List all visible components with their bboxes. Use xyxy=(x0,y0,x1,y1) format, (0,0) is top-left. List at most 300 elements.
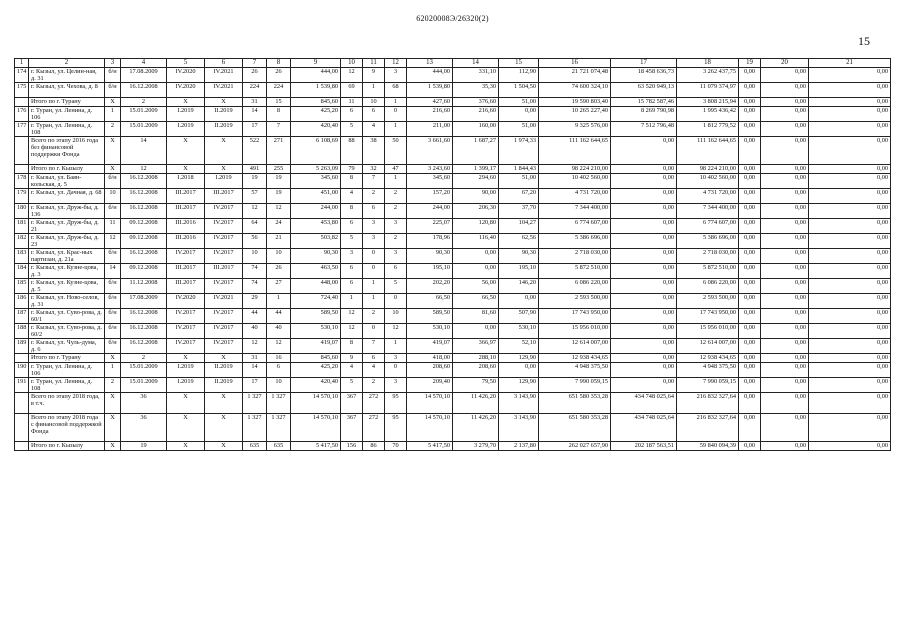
table-cell: 0,00 xyxy=(761,249,809,264)
table-cell: 31 xyxy=(243,354,267,363)
table-cell: X xyxy=(205,354,243,363)
table-cell: X xyxy=(205,98,243,107)
address-cell: Итого по г. Кызылу xyxy=(29,442,105,451)
table-cell: 0,00 xyxy=(611,219,677,234)
address-cell: г. Кызыл, ул. Суво-рова, д. 60/1 xyxy=(29,309,105,324)
table-cell: 0,00 xyxy=(739,204,761,219)
table-cell: 0,00 xyxy=(739,309,761,324)
table-cell: 111 162 644,65 xyxy=(539,137,611,165)
table-cell: 5 xyxy=(385,279,407,294)
table-cell: 434 748 025,64 xyxy=(611,393,677,414)
table-cell: 345,60 xyxy=(407,174,453,189)
table-cell: 4 xyxy=(363,363,385,378)
column-header: 19 xyxy=(739,59,761,68)
table-cell: 2 xyxy=(363,378,385,393)
table-cell: 8 xyxy=(341,339,363,354)
header-row xyxy=(15,59,891,68)
table-row xyxy=(15,189,891,204)
table-cell: 635 xyxy=(243,442,267,451)
column-header: 16 xyxy=(539,59,611,68)
table-cell: 26 xyxy=(267,68,291,83)
table-cell: 0,00 xyxy=(611,378,677,393)
table-cell: 14 xyxy=(121,137,167,165)
address-cell: г. Кызыл, ул. Целин-ная, д. 31 xyxy=(29,68,105,83)
table-cell: 0,00 xyxy=(809,354,891,363)
table-cell: 6 xyxy=(341,107,363,122)
table-cell: 5 872 510,00 xyxy=(677,264,739,279)
table-cell: II.2019 xyxy=(205,122,243,137)
table-cell: 208,60 xyxy=(453,363,499,378)
table-cell: III.2017 xyxy=(167,279,205,294)
table-cell: 0,00 xyxy=(739,279,761,294)
table-cell: 15 782 587,46 xyxy=(611,98,677,107)
table-cell: 12 614 007,00 xyxy=(539,339,611,354)
table-cell: 0,00 xyxy=(809,339,891,354)
table-cell: 0,00 xyxy=(809,165,891,174)
table-cell: 0,00 xyxy=(739,107,761,122)
table-cell: 0,00 xyxy=(809,279,891,294)
table-cell: 434 748 025,64 xyxy=(611,414,677,442)
table-cell: X xyxy=(167,414,205,442)
table-cell: 26 xyxy=(267,264,291,279)
table-cell: 185 xyxy=(15,279,29,294)
table-cell: IV.2017 xyxy=(205,279,243,294)
table-cell: 453,80 xyxy=(291,219,341,234)
table-cell: IV.2021 xyxy=(205,68,243,83)
table-cell: 0,00 xyxy=(453,249,499,264)
table-cell: 3 xyxy=(385,354,407,363)
table-cell: 12 xyxy=(341,309,363,324)
table-cell: 0,00 xyxy=(761,189,809,204)
table-cell: 0,00 xyxy=(739,363,761,378)
table-cell: 32 xyxy=(363,165,385,174)
table-cell: 224 xyxy=(243,83,267,98)
table-cell: 90,30 xyxy=(291,249,341,264)
table-cell: 95 xyxy=(385,393,407,414)
table-cell: 225,07 xyxy=(407,219,453,234)
table-cell: 206,30 xyxy=(453,204,499,219)
table-cell xyxy=(15,442,29,451)
table-cell: 59 840 094,39 xyxy=(677,442,739,451)
table-cell: 0,00 xyxy=(739,165,761,174)
table-cell: 5 872 510,00 xyxy=(539,264,611,279)
table-cell: 0,00 xyxy=(761,137,809,165)
table-cell: 3 xyxy=(341,249,363,264)
table-cell: б/н xyxy=(105,324,121,339)
table-cell: 10 xyxy=(105,189,121,204)
table-cell: 181 xyxy=(15,219,29,234)
table-cell: 1 xyxy=(105,107,121,122)
table-cell: 44 xyxy=(243,309,267,324)
table-cell: IV.2017 xyxy=(205,309,243,324)
table-cell: 19 xyxy=(243,174,267,189)
table-cell: I.2019 xyxy=(167,122,205,137)
table-cell: 3 262 437,75 xyxy=(677,68,739,83)
table-cell: 51,00 xyxy=(499,98,539,107)
table-cell: 50 xyxy=(385,137,407,165)
table-cell: 0,00 xyxy=(809,219,891,234)
table-cell: 2 xyxy=(105,378,121,393)
table-cell: 0,00 xyxy=(761,378,809,393)
address-cell: г. Кызыл, ул. Чуль-дума, д. 6 xyxy=(29,339,105,354)
table-cell: III.2016 xyxy=(167,219,205,234)
table-cell: 216 832 327,64 xyxy=(677,414,739,442)
table-cell: 79,50 xyxy=(453,378,499,393)
address-cell: г. Кызыл, ул. Кузне-цова, д. 3 xyxy=(29,264,105,279)
table-cell: 12 614 007,00 xyxy=(677,339,739,354)
table-cell: 0,00 xyxy=(809,189,891,204)
table-cell: 4 xyxy=(363,122,385,137)
table-cell: 0,00 xyxy=(611,174,677,189)
table-cell: X xyxy=(105,98,121,107)
table-cell: 425,20 xyxy=(291,107,341,122)
table-cell: 448,00 xyxy=(291,279,341,294)
table-cell: I.2019 xyxy=(167,363,205,378)
table-row xyxy=(15,107,891,122)
table-cell: 17.08.2009 xyxy=(121,68,167,83)
table-cell: 17.08.2009 xyxy=(121,294,167,309)
table-cell: 202 187 563,51 xyxy=(611,442,677,451)
table-cell: 7 344 400,00 xyxy=(677,204,739,219)
table-cell: 271 xyxy=(267,137,291,165)
table-cell: 12 xyxy=(121,165,167,174)
table-cell: 175 xyxy=(15,83,29,98)
table-cell: 0,00 xyxy=(499,294,539,309)
table-cell: 10 xyxy=(385,309,407,324)
table-cell: X xyxy=(105,414,121,442)
table-cell: 1 xyxy=(363,83,385,98)
table-cell: 6 xyxy=(341,219,363,234)
table-row xyxy=(15,122,891,137)
table-cell: IV.2017 xyxy=(167,249,205,264)
table-cell: 0,00 xyxy=(809,83,891,98)
table-cell: 0,00 xyxy=(761,107,809,122)
table-cell: 5 417,50 xyxy=(291,442,341,451)
table-cell: I.2019 xyxy=(167,107,205,122)
table-cell: 178 xyxy=(15,174,29,189)
table-cell: 17 xyxy=(243,378,267,393)
table-cell: II.2019 xyxy=(205,378,243,393)
table-cell: 0,00 xyxy=(809,204,891,219)
address-cell: г. Туран, ул. Ленина, д. 106 xyxy=(29,107,105,122)
column-header: 2 xyxy=(29,59,105,68)
table-cell: 651 580 353,28 xyxy=(539,414,611,442)
table-cell: X xyxy=(167,165,205,174)
table-cell: 0,00 xyxy=(761,165,809,174)
table-row xyxy=(15,294,891,309)
table-cell: IV.2017 xyxy=(167,309,205,324)
table-cell: 24 xyxy=(267,219,291,234)
table-cell: 10 265 227,40 xyxy=(539,107,611,122)
table-cell: 17 xyxy=(243,122,267,137)
table-cell: 2 xyxy=(385,189,407,204)
table-cell: 1 687,27 xyxy=(453,137,499,165)
table-cell: 183 xyxy=(15,249,29,264)
table-cell: 294,60 xyxy=(453,174,499,189)
table-cell: 6 xyxy=(341,264,363,279)
table-cell: 15 956 010,00 xyxy=(677,324,739,339)
table-cell: 0 xyxy=(385,294,407,309)
table-cell: 3 xyxy=(385,68,407,83)
table-cell: 209,40 xyxy=(407,378,453,393)
table-cell: 4 948 375,50 xyxy=(677,363,739,378)
column-header: 20 xyxy=(761,59,809,68)
table-cell: III.2017 xyxy=(205,264,243,279)
table-cell: 8 xyxy=(341,204,363,219)
table-cell: 0,00 xyxy=(611,324,677,339)
table-cell: 427,60 xyxy=(407,98,453,107)
table-cell: 845,60 xyxy=(291,354,341,363)
table-cell: 74 xyxy=(243,279,267,294)
table-cell: 444,00 xyxy=(407,68,453,83)
table-row xyxy=(15,442,891,451)
table-cell: 14 570,10 xyxy=(291,414,341,442)
table-cell: 0,00 xyxy=(739,249,761,264)
table-cell: 530,10 xyxy=(499,324,539,339)
address-cell: г. Кызыл, ул. Друж-бы, д. 21 xyxy=(29,219,105,234)
table-cell: X xyxy=(105,442,121,451)
table-cell: 1 xyxy=(385,339,407,354)
table-cell: 3 661,60 xyxy=(407,137,453,165)
table-cell: 0,00 xyxy=(809,442,891,451)
table-cell: I.2019 xyxy=(167,378,205,393)
table-cell: 10 402 560,00 xyxy=(539,174,611,189)
table-cell: 463,50 xyxy=(291,264,341,279)
table-cell: 5 xyxy=(341,234,363,249)
table-cell: 10 xyxy=(363,98,385,107)
table-cell: IV.2017 xyxy=(205,219,243,234)
column-header: 11 xyxy=(363,59,385,68)
table-cell: X xyxy=(105,393,121,414)
column-header: 8 xyxy=(267,59,291,68)
table-cell: 216 832 327,64 xyxy=(677,393,739,414)
table-cell: 36 xyxy=(121,414,167,442)
table-cell: 3 243,60 xyxy=(407,165,453,174)
table-cell: 0,00 xyxy=(739,83,761,98)
table-cell: 12 xyxy=(267,204,291,219)
table-cell: 1 327 xyxy=(243,393,267,414)
table-cell: 10 xyxy=(267,249,291,264)
table-cell: 90,30 xyxy=(407,249,453,264)
table-cell: 1 974,33 xyxy=(499,137,539,165)
column-header: 17 xyxy=(611,59,677,68)
table-cell: 177 xyxy=(15,122,29,137)
table-cell: 3 xyxy=(385,219,407,234)
table-cell: I.2019 xyxy=(205,174,243,189)
table-cell: 186 xyxy=(15,294,29,309)
table-cell: 95 xyxy=(385,414,407,442)
table-cell: 5 263,09 xyxy=(291,165,341,174)
table-cell: 09.12.2008 xyxy=(121,264,167,279)
table-cell: 16 xyxy=(267,354,291,363)
address-cell: Итого по г. Турану xyxy=(29,98,105,107)
table-cell: 503,82 xyxy=(291,234,341,249)
table-cell: 3 xyxy=(363,219,385,234)
table-cell: 14 xyxy=(105,264,121,279)
table-cell: 0,00 xyxy=(739,393,761,414)
table-cell: 0,00 xyxy=(453,264,499,279)
table-cell: X xyxy=(167,137,205,165)
table-cell: 367 xyxy=(341,414,363,442)
table-body xyxy=(15,59,891,451)
table-cell: 21 xyxy=(267,234,291,249)
table-cell: 16.12.2008 xyxy=(121,249,167,264)
table-cell: 216,60 xyxy=(453,107,499,122)
table-cell: 7 990 059,15 xyxy=(539,378,611,393)
table-row xyxy=(15,137,891,165)
table-cell: 0,00 xyxy=(739,294,761,309)
table-cell: 0,00 xyxy=(809,414,891,442)
table-cell: 0,00 xyxy=(809,324,891,339)
table-cell: 530,10 xyxy=(291,324,341,339)
table-cell: 7 344 400,00 xyxy=(539,204,611,219)
table-cell: 2 xyxy=(121,354,167,363)
table-cell: б/н xyxy=(105,279,121,294)
table-cell: 5 386 696,00 xyxy=(677,234,739,249)
table-cell: X xyxy=(167,354,205,363)
table-cell: 0,00 xyxy=(739,137,761,165)
table-cell: 14 xyxy=(243,363,267,378)
table-cell: 35,30 xyxy=(453,83,499,98)
table-cell: 15.01.2009 xyxy=(121,122,167,137)
table-cell: 1 327 xyxy=(267,393,291,414)
table-cell: 74 600 324,10 xyxy=(539,83,611,98)
table-cell: 112,90 xyxy=(499,68,539,83)
table-cell: X xyxy=(167,393,205,414)
table-cell: б/н xyxy=(105,339,121,354)
table-cell: 29 xyxy=(243,294,267,309)
table-cell: 0,00 xyxy=(761,264,809,279)
address-cell: г. Кызыл, ул. Друж-бы, д. 23 xyxy=(29,234,105,249)
table-cell: 0,00 xyxy=(809,137,891,165)
table-cell: 0,00 xyxy=(761,174,809,189)
table-cell: 1 812 779,52 xyxy=(677,122,739,137)
table-cell: 14 570,10 xyxy=(407,393,453,414)
table-cell: 195,10 xyxy=(407,264,453,279)
table-cell: 2 xyxy=(121,98,167,107)
address-cell: г. Туран, ул. Ленина, д. 108 xyxy=(29,122,105,137)
table-cell: 195,10 xyxy=(499,264,539,279)
table-cell: 0,00 xyxy=(761,354,809,363)
table-cell: 17 743 950,00 xyxy=(677,309,739,324)
table-cell: 7 xyxy=(363,174,385,189)
table-cell: 0,00 xyxy=(809,264,891,279)
table-cell: 129,90 xyxy=(499,354,539,363)
table-row xyxy=(15,339,891,354)
table-cell: 0,00 xyxy=(611,309,677,324)
table-cell: IV.2017 xyxy=(205,249,243,264)
table-cell: 19 xyxy=(267,174,291,189)
table-cell: 9 325 576,00 xyxy=(539,122,611,137)
table-cell: 0,00 xyxy=(809,249,891,264)
table-cell: 0,00 xyxy=(739,324,761,339)
table-cell: 0,00 xyxy=(809,309,891,324)
table-cell: 86 xyxy=(363,442,385,451)
table-cell: 191 xyxy=(15,378,29,393)
table-cell: 845,60 xyxy=(291,98,341,107)
table-cell: 0 xyxy=(385,107,407,122)
table-cell: 3 808 215,94 xyxy=(677,98,739,107)
table-cell: 15.01.2009 xyxy=(121,107,167,122)
address-cell: г. Кызыл, ул. Кузне-цова, д. 5 xyxy=(29,279,105,294)
table-cell: 0,00 xyxy=(611,354,677,363)
table-cell: 104,27 xyxy=(499,219,539,234)
table-row xyxy=(15,219,891,234)
table-cell: 1 xyxy=(385,174,407,189)
table-cell: X xyxy=(205,442,243,451)
table-cell: 635 xyxy=(267,442,291,451)
table-cell: 15 956 010,00 xyxy=(539,324,611,339)
table-cell: 202,20 xyxy=(407,279,453,294)
table-cell: III.2016 xyxy=(167,234,205,249)
table-cell: 0,00 xyxy=(761,363,809,378)
table-cell: 451,00 xyxy=(291,189,341,204)
table-cell: 178,96 xyxy=(407,234,453,249)
table-row xyxy=(15,363,891,378)
table-cell: 0,00 xyxy=(809,107,891,122)
table-cell: X xyxy=(205,393,243,414)
table-cell: 0,00 xyxy=(611,234,677,249)
table-cell: 1 xyxy=(105,363,121,378)
table-cell: 16.12.2008 xyxy=(121,174,167,189)
table-cell xyxy=(15,98,29,107)
table-cell: 1 539,80 xyxy=(291,83,341,98)
table-cell: 0,00 xyxy=(499,107,539,122)
table-cell: 0,00 xyxy=(611,339,677,354)
column-header: 18 xyxy=(677,59,739,68)
table-cell: 7 990 059,15 xyxy=(677,378,739,393)
table-cell: 2 xyxy=(385,204,407,219)
table-cell: 09.12.2008 xyxy=(121,234,167,249)
table-cell: 190 xyxy=(15,363,29,378)
table-cell: 5 xyxy=(341,378,363,393)
table-cell: 52,10 xyxy=(499,339,539,354)
table-cell: IV.2017 xyxy=(205,234,243,249)
table-cell: 3 143,90 xyxy=(499,393,539,414)
column-header: 13 xyxy=(407,59,453,68)
address-cell: г. Кызыл, ул. Баян-кольская, д. 5 xyxy=(29,174,105,189)
table-cell: 0,00 xyxy=(761,294,809,309)
table-cell: 68 xyxy=(385,83,407,98)
table-cell: 67,20 xyxy=(499,189,539,204)
table-cell: III.2017 xyxy=(167,189,205,204)
address-cell: г. Кызыл, ул. Ново-селов, д. 31 xyxy=(29,294,105,309)
table-cell: 262 027 657,90 xyxy=(539,442,611,451)
table-cell: 16.12.2008 xyxy=(121,189,167,204)
table-cell: 272 xyxy=(363,414,385,442)
table-cell: 0,00 xyxy=(761,442,809,451)
table-cell: 2 718 030,00 xyxy=(677,249,739,264)
table-cell: 16.12.2008 xyxy=(121,324,167,339)
table-cell: 1 327 xyxy=(267,414,291,442)
table-cell: 1 xyxy=(385,98,407,107)
table-cell: 26 xyxy=(243,68,267,83)
table-row xyxy=(15,249,891,264)
table-cell: 12 938 434,65 xyxy=(539,354,611,363)
table-cell: 0,00 xyxy=(809,294,891,309)
table-cell: 8 269 790,98 xyxy=(611,107,677,122)
table-row xyxy=(15,414,891,442)
table-cell: 1 xyxy=(363,294,385,309)
table-cell: 420,40 xyxy=(291,378,341,393)
table-cell: 0,00 xyxy=(809,68,891,83)
table-cell: 5 417,50 xyxy=(407,442,453,451)
table-cell: 66,50 xyxy=(453,294,499,309)
table-cell: 589,50 xyxy=(291,309,341,324)
table-cell: 0,00 xyxy=(739,354,761,363)
table-cell: 40 xyxy=(267,324,291,339)
table-cell: 6 xyxy=(363,204,385,219)
